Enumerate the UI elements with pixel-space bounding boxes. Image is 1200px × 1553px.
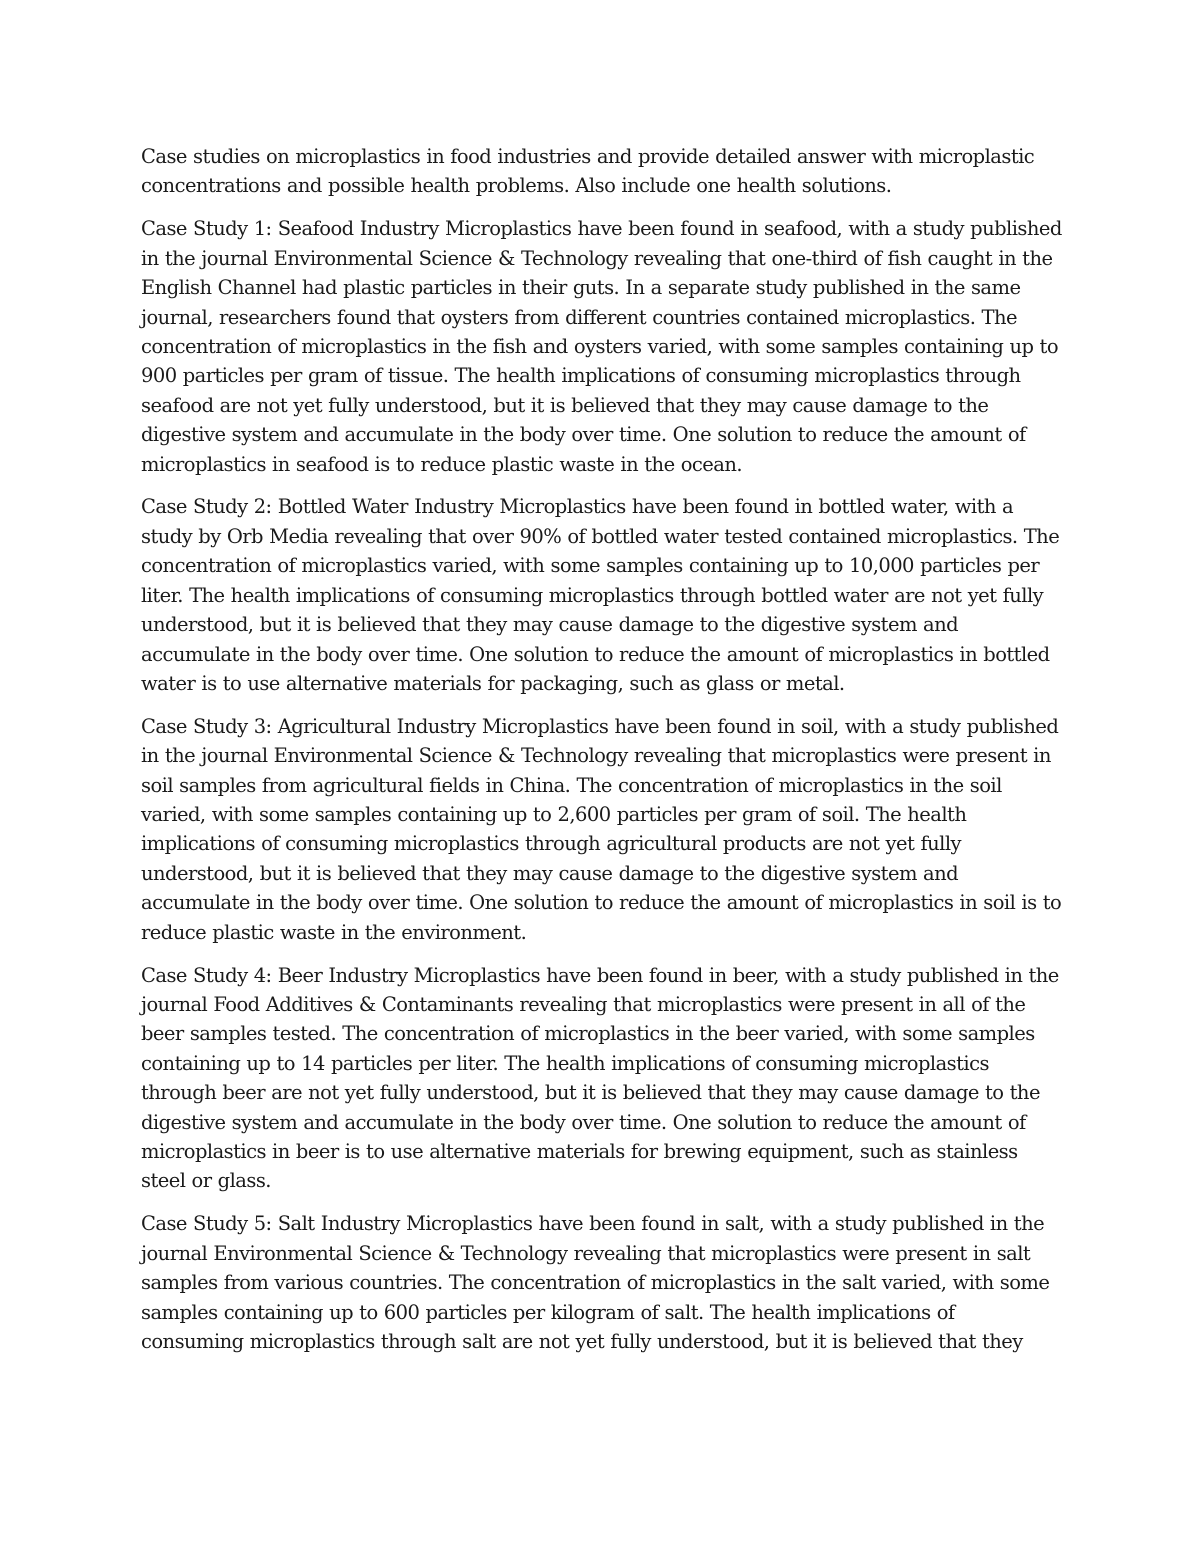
case-study-4-paragraph: Case Study 4: Beer Industry Microplastics have been found in beer, with a study published in the journal Food Additives & Contaminants revealing that microplastics were present in all of the beer samples tested. The concentration of microplastics in the beer varied, with some samples containing up to 14 particles per liter. The health implications of consuming microplastics through beer are not yet fully understood, but it is believed that they may cause damage to the digestive system and accumulate in the body over time. One solution to reduce the amount of microplastics in beer is to use alternative materials for brewing equipment, such as stainless steel or glass. — [141, 963, 1059, 1193]
document-body — [141, 142, 1063, 1370]
intro-paragraph: Case studies on microplastics in food industries and provide detailed answer with microplastic concentrations and possible health problems. Also include one health solutions. — [141, 145, 1035, 198]
case-study-3-paragraph: Case Study 3: Agricultural Industry Microplastics have been found in soil, with a study published in the journal Environmental Science & Technology revealing that microplastics were present in soil samples from agricultural fields in China. The concentration of microplastics in the soil varied, with some samples containing up to 2,600 particles per gram of soil. The health implications of consuming microplastics through agricultural products are not yet fully understood, but it is believed that they may cause damage to the digestive system and accumulate in the body over time. One solution to reduce the amount of microplastics in soil is to reduce plastic waste in the environment. — [141, 714, 1062, 944]
case-study-2-paragraph: Case Study 2: Bottled Water Industry Microplastics have been found in bottled water, with a study by Orb Media revealing that over 90% of bottled water tested contained microplastics. The concentration of microplastics varied, with some samples containing up to 10,000 particles per liter. The health implications of consuming microplastics through bottled water are not yet fully understood, but it is believed that they may cause damage to the digestive system and accumulate in the body over time. One solution to reduce the amount of microplastics in bottled water is to use alternative materials for packaging, such as glass or metal. — [141, 495, 1060, 695]
case-study-1-paragraph: Case Study 1: Seafood Industry Microplastics have been found in seafood, with a study published in the journal Environmental Science & Technology revealing that one-third of fish caught in the English Channel had plastic particles in their guts. In a separate study published in the same journal, researchers found that oysters from different countries contained microplastics. The concentration of microplastics in the fish and oysters varied, with some samples containing up to 900 particles per gram of tissue. The health implications of consuming microplastics through seafood are not yet fully understood, but it is believed that they may cause damage to the digestive system and accumulate in the body over time. One solution to reduce the amount of microplastics in seafood is to reduce plastic waste in the ocean. — [141, 217, 1062, 476]
case-study-5-paragraph: Case Study 5: Salt Industry Microplastics have been found in salt, with a study published in the journal Environmental Science & Technology revealing that microplastics were present in salt samples from various countries. The concentration of microplastics in the salt varied, with some samples containing up to 600 particles per kilogram of salt. The health implications of consuming microplastics through salt are not yet fully understood, but it is believed that they — [141, 1212, 1050, 1353]
